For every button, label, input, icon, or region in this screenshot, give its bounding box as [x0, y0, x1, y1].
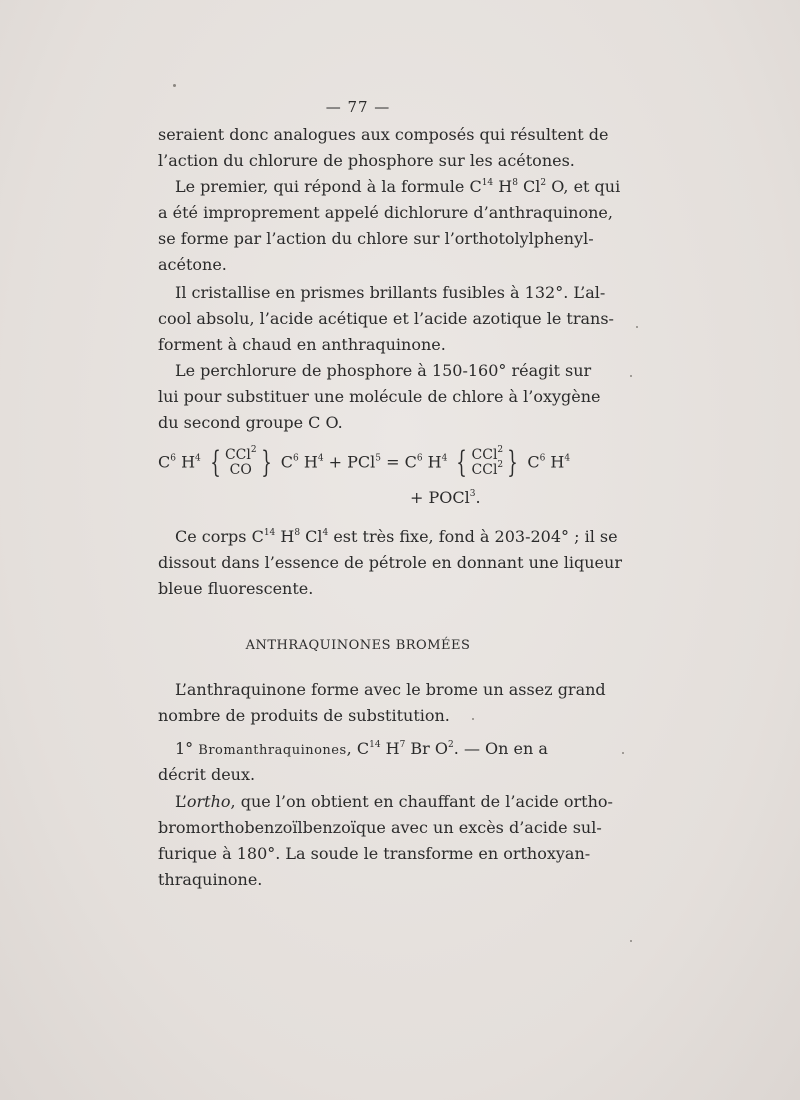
left-brace: {: [456, 445, 468, 480]
left-brace: {: [210, 445, 221, 480]
text-line: dissout dans l’essence de pétrole en donnant une liqueur: [158, 553, 622, 572]
group-stack: CCl$^2$ CO: [224, 445, 257, 478]
paper-speck: [173, 84, 176, 87]
text-line: a été improprement appelé dichlorure d’anthraquinone,: [158, 203, 613, 222]
text-line: Le premier, qui répond à la formule $C^{14}$ $H^8$ Cl$^2$ O, et qui: [175, 177, 621, 196]
text-line: se forme par l’action du chlore sur l’orthotolylphenyl-: [158, 229, 594, 248]
text-line: acétone.: [158, 255, 227, 274]
text-line: L’ortho, que l’on obtient en chauffant de l’acide ortho-: [175, 792, 613, 811]
text-line: bleue fluorescente.: [158, 579, 314, 598]
text-line: Le perchlorure de phosphore à 150-160° réagit sur: [175, 361, 592, 380]
paper-speck: [636, 326, 638, 328]
text-line: nombre de produits de substitution.: [158, 706, 450, 725]
text-line: Ce corps $C^{14}$ $H^8$ Cl$^4$ est très fixe, fond à 203-204° ; il se: [175, 527, 618, 546]
text-line: thraquinone.: [158, 870, 263, 889]
text-line: l’action du chlorure de phosphore sur les acétones.: [158, 151, 575, 170]
text-line: furique à 180°. La soude le transforme en orthoxyan-: [158, 844, 591, 863]
paper-speck: [622, 752, 624, 754]
paper-speck: [630, 375, 632, 377]
text-line: Il cristallise en prismes brillants fusibles à 132°. L’al-: [175, 283, 606, 302]
chemical-equation-line2: + POCl$^3$.: [410, 488, 481, 507]
text-line: bromorthobenzoïlbenzoïque avec un excès d’acide sul-: [158, 818, 602, 837]
text-line: forment à chaud en anthraquinone.: [158, 335, 446, 354]
right-brace: }: [507, 445, 518, 480]
paper-speck: [472, 718, 474, 720]
chemical-equation: $C^6$ $H^4$ { CCl$^2$ CO } $C^6$ $H^4 + PCl^5 = C^6$ $H^4$ { CCl$^2$ CCl$^2$ } $C^6$ $H^4$: [158, 445, 571, 480]
text-line: cool absolu, l’acide acétique et l’acide azotique le trans-: [158, 309, 614, 328]
page-number: — 77 —: [325, 98, 391, 116]
text-line: seraient donc analogues aux composés qui résultent de: [158, 125, 609, 144]
text-line: du second groupe C O.: [158, 413, 343, 432]
text-line: décrit deux.: [158, 765, 256, 784]
text-line: 1° Bromanthraquinones, $C^{14}$ $H^7$ Br $O^2$. — On en a: [175, 739, 548, 758]
section-heading: ANTHRAQUINONES BROMÉES: [245, 638, 471, 653]
text-line: L’anthraquinone forme avec le brome un assez grand: [175, 680, 606, 699]
right-brace: }: [260, 445, 272, 480]
paper-speck: [630, 940, 632, 942]
group-stack: CCl$^2$ CCl$^2$: [471, 445, 504, 478]
text-line: lui pour substituer une molécule de chlore à l’oxygène: [158, 387, 601, 406]
